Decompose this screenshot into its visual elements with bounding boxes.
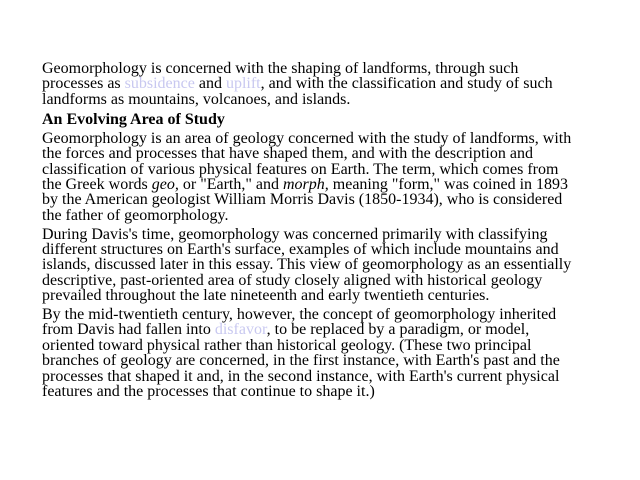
text-segment: , to be replaced by a paradigm, or model,: [266, 321, 530, 339]
text-segment: from Davis had fallen into: [42, 321, 215, 339]
text-segment: the forces and processes that have shaped them, and with the description and: [42, 145, 533, 163]
text-segment: different structures on Earth's surface, examples of which include mountains and: [42, 240, 559, 258]
text-line: [42, 369, 622, 384]
text-segment: Geomorphology is concerned with the shaping of landforms, through such: [42, 60, 519, 77]
text-line: [42, 353, 622, 368]
text-line: [42, 257, 622, 272]
emphasized-text: geo,: [151, 176, 179, 194]
text-segment: classification of various physical features on Earth. The term, which comes from: [42, 160, 559, 178]
text-line: [42, 162, 622, 177]
text-line: [42, 146, 622, 161]
paragraph: [42, 307, 622, 399]
text-segment: During Davis's time, geomorphology was concerned primarily with classifying: [42, 225, 548, 243]
text-segment: the Greek words: [42, 176, 152, 194]
text-segment: meaning "form," was coined in 1893: [328, 176, 569, 194]
text-line: [42, 338, 622, 353]
document-body: [42, 61, 622, 403]
paragraph: [42, 61, 622, 107]
link-uplift[interactable]: uplift: [225, 75, 261, 93]
section-heading: An Evolving Area of Study: [42, 110, 225, 128]
text-segment: processes as: [42, 75, 125, 93]
text-line: [42, 288, 622, 303]
text-segment: and: [194, 75, 226, 93]
emphasized-text: morph,: [283, 176, 329, 194]
text-segment: , and with the classification and study of such: [260, 75, 553, 93]
text-line: [42, 92, 622, 107]
text-segment: branches of geology are concerned, in the first instance, with Earth's past and the: [42, 352, 560, 370]
text-segment: or "Earth," and: [178, 176, 283, 194]
paragraph: [42, 131, 622, 223]
text-segment: Geomorphology is an area of geology concerned with the study of landforms, with: [42, 129, 572, 147]
text-line: [42, 227, 622, 242]
paragraph: [42, 227, 622, 304]
text-line: [42, 177, 622, 192]
text-line: [42, 242, 622, 257]
text-line: [42, 208, 622, 223]
text-line: [42, 273, 622, 288]
text-line: [42, 384, 622, 399]
text-line: [42, 131, 622, 146]
text-line: [42, 61, 622, 76]
text-segment: By the mid-twentieth century, however, the concept of geomorphology inherited: [42, 305, 557, 323]
text-segment: features and the processes that continue to shape it.): [42, 382, 375, 400]
text-segment: the father of geomorphology.: [42, 206, 229, 224]
text-segment: by the American geologist William Morris Davis (1850-1934), who is considered: [42, 191, 563, 209]
text-segment: landforms as mountains, volcanoes, and islands.: [42, 90, 351, 108]
text-line: [42, 192, 622, 207]
text-segment: oriented toward physical rather than historical geology. (These two principal: [42, 336, 532, 354]
text-segment: descriptive, past-oriented area of study closely aligned with historical geology: [42, 271, 543, 289]
link-disfavor[interactable]: disfavor: [214, 321, 267, 339]
text-line: [42, 322, 622, 337]
link-subsidence[interactable]: subsidence: [124, 75, 195, 93]
text-line: [42, 307, 622, 322]
text-segment: prevailed throughout the late nineteenth and early twentieth centuries.: [42, 287, 490, 305]
text-segment: islands, discussed later in this essay. This view of geomorphology as an essentially: [42, 256, 572, 274]
text-line: [42, 76, 622, 91]
text-segment: processes that shaped it and, in the second instance, with Earth's current physical: [42, 367, 560, 385]
